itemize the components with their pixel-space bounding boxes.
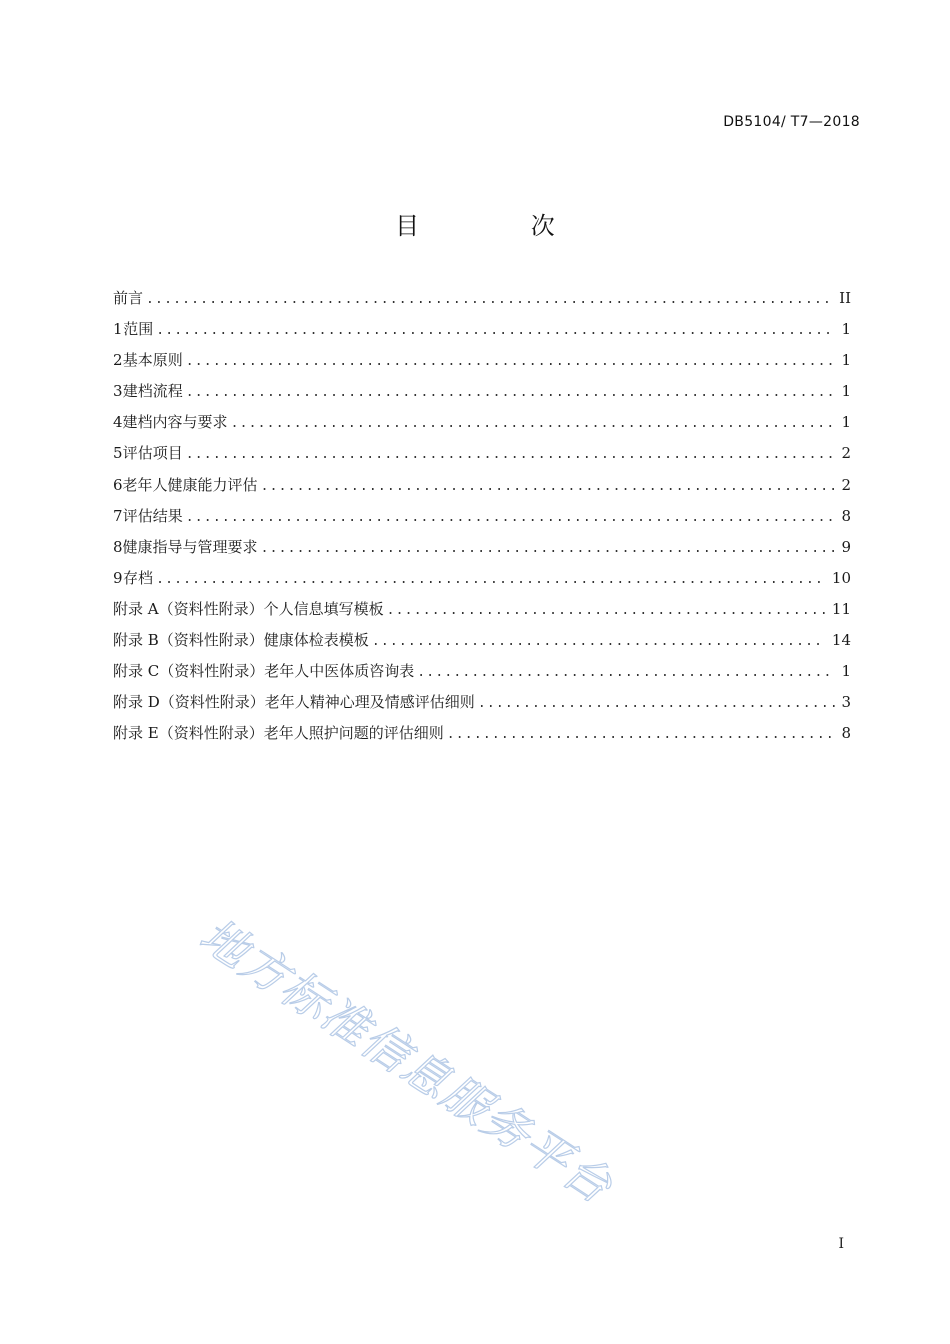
toc-dot-leader — [372, 631, 826, 653]
toc-entry-page-number: 1 — [841, 351, 851, 370]
toc-entry-title: 个人信息填写模板 — [263, 599, 384, 618]
toc-entry-number: 1 — [113, 320, 123, 339]
toc-entry-page-number: 8 — [841, 724, 851, 743]
toc-entry-title: 老年人精神心理及情感评估细则 — [264, 693, 475, 712]
toc-dot-leader — [186, 507, 835, 529]
toc-entry-number: 7 — [113, 506, 123, 525]
toc-entry-page-number: 1 — [841, 662, 851, 681]
toc-entry-page-number: 2 — [841, 475, 851, 494]
toc-dot-leader — [231, 413, 835, 435]
toc-entry-number: 4 — [113, 413, 123, 432]
toc-entry-title: 评估项目 — [122, 444, 183, 463]
toc-entry-appendix-label: 附录 C（资料性附录） — [113, 662, 265, 681]
toc-entry-page-number: 2 — [841, 444, 851, 463]
toc-dot-leader — [146, 289, 833, 311]
toc-entry-appendix-label: 附录 E（资料性附录） — [113, 724, 264, 743]
page-title: 目 次 — [395, 212, 607, 240]
toc-dot-leader — [186, 382, 835, 404]
toc-entry[interactable] — [113, 505, 851, 536]
toc-entry-title: 建档内容与要求 — [122, 413, 228, 432]
standard-code: DB5104/ T7—2018 — [723, 114, 860, 130]
toc-entry[interactable] — [113, 349, 851, 380]
toc-entry[interactable] — [113, 442, 851, 473]
toc-dot-leader — [156, 320, 835, 342]
toc-entry-page-number: 9 — [841, 537, 851, 556]
toc-entry-title: 范围 — [123, 320, 154, 339]
toc-entry-appendix-label: 附录 D（资料性附录） — [113, 693, 265, 712]
toc-entry-title: 评估结果 — [122, 506, 183, 525]
toc-entry-page-number: 1 — [841, 413, 851, 432]
toc-entry-title: 老年人照护问题的评估细则 — [263, 724, 444, 743]
toc-entry-title: 老年人健康能力评估 — [122, 475, 258, 494]
toc-entry-title: 老年人中医体质咨询表 — [264, 662, 415, 681]
toc-dot-leader — [478, 693, 835, 715]
toc-entry[interactable] — [113, 567, 851, 598]
toc-entry[interactable] — [113, 287, 851, 318]
toc-dot-leader — [261, 476, 835, 498]
toc-entry-title: 建档流程 — [122, 382, 183, 401]
page-number: I — [838, 1236, 844, 1252]
toc-entry[interactable] — [113, 598, 851, 629]
toc-entry-page-number: II — [839, 289, 851, 307]
toc-entry-number: 8 — [113, 537, 123, 556]
watermark-text: 地方标准信息服务平台 — [190, 907, 623, 1215]
table-of-contents — [113, 287, 851, 753]
toc-entry[interactable] — [113, 536, 851, 567]
toc-entry[interactable] — [113, 380, 851, 411]
toc-entry[interactable] — [113, 411, 851, 442]
toc-entry-title: 存档 — [123, 568, 154, 587]
toc-entry-title: 前言 — [113, 289, 144, 307]
toc-entry-page-number: 3 — [841, 693, 851, 712]
toc-entry-number: 2 — [113, 351, 123, 370]
toc-entry-page-number: 1 — [841, 320, 851, 339]
toc-entry[interactable] — [113, 660, 851, 691]
toc-entry[interactable] — [113, 722, 851, 753]
toc-entry[interactable] — [113, 629, 851, 660]
toc-entry-title: 健康指导与管理要求 — [122, 537, 258, 556]
toc-entry-appendix-label: 附录 A（资料性附录） — [113, 599, 264, 618]
toc-dot-leader — [156, 569, 826, 591]
toc-entry-page-number: 1 — [841, 382, 851, 401]
toc-entry[interactable] — [113, 691, 851, 722]
toc-entry-appendix-label: 附录 B（资料性附录） — [113, 631, 264, 650]
toc-entry-page-number: 8 — [841, 506, 851, 525]
toc-entry-number: 5 — [113, 444, 123, 463]
toc-entry-number: 6 — [113, 475, 123, 494]
toc-dot-leader — [387, 600, 826, 622]
toc-entry-page-number: 11 — [831, 599, 851, 618]
toc-entry-number: 3 — [113, 382, 123, 401]
toc-dot-leader — [447, 724, 835, 746]
toc-entry[interactable] — [113, 318, 851, 349]
toc-dot-leader — [186, 444, 835, 466]
toc-entry-number: 9 — [113, 568, 123, 587]
toc-dot-leader — [417, 662, 835, 684]
toc-entry-page-number: 10 — [831, 568, 851, 587]
toc-entry[interactable] — [113, 474, 851, 505]
toc-dot-leader — [186, 351, 835, 373]
toc-dot-leader — [261, 538, 835, 560]
toc-entry-title: 健康体检表模板 — [263, 631, 369, 650]
toc-entry-title: 基本原则 — [122, 351, 183, 370]
toc-entry-page-number: 14 — [831, 631, 851, 650]
